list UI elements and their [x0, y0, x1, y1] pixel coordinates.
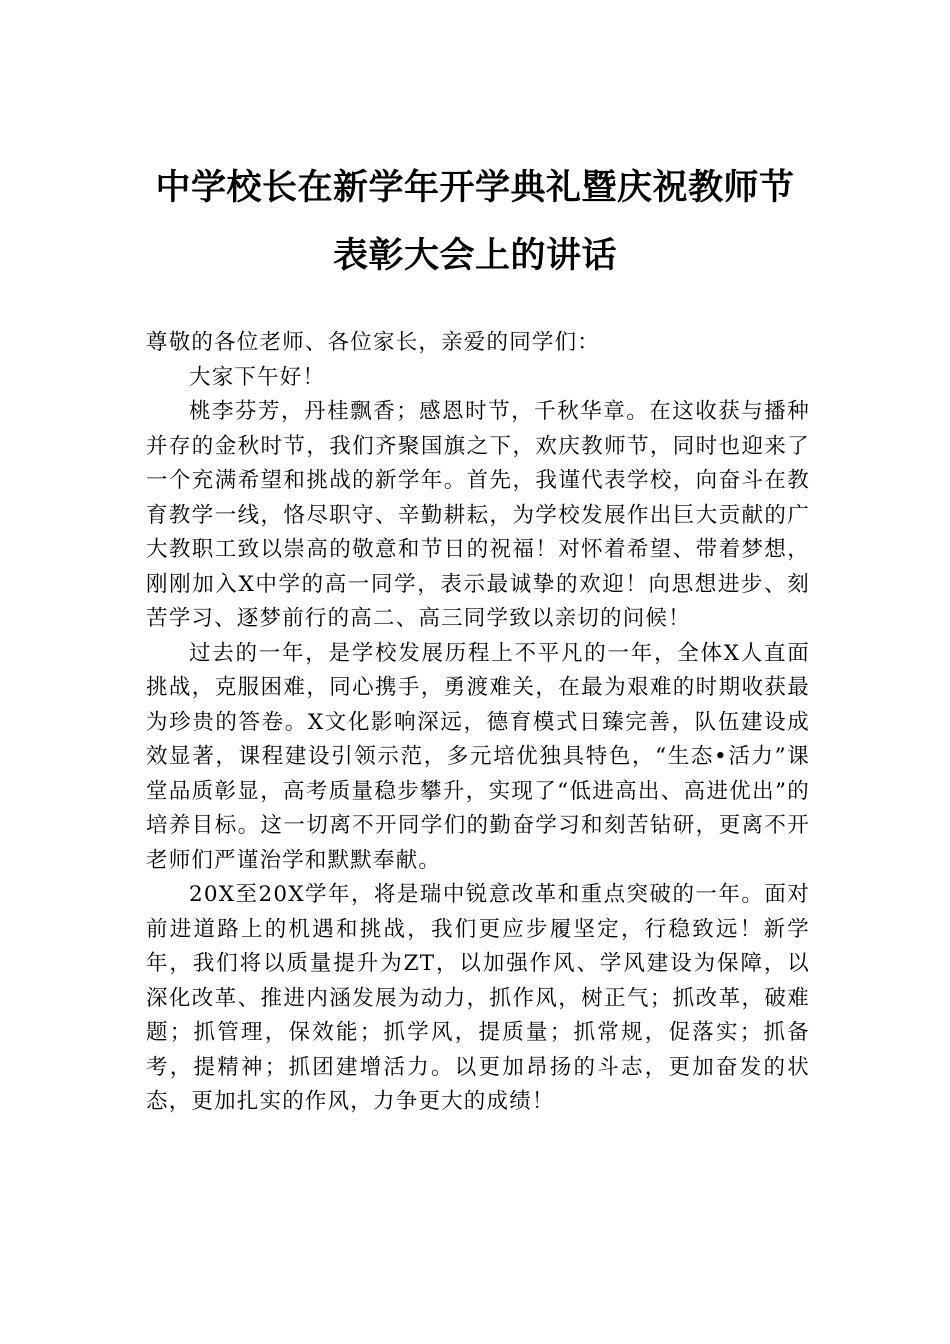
greeting: 大家下午好！	[189, 364, 326, 390]
paragraph-1: 桃李芬芳，丹桂飘香；感恩时节，千秋华章。在这收获与播种并存的金秋时节，我们齐聚国旗之下，欢庆教师节，同时也迎来了一个充满希望和挑战的新学年。首先，我谨代表学校，向奋斗在教育教学一线，恪尽职守、辛勤耕耘，为学校发展作出巨大贡献的广大教职工致以崇高的敬意和节日的祝福！对怀着希望、带着梦想，刚刚加入X中学的高一同学，表示最诚挚的欢迎！向思想进步、刻苦学习、逐梦前行的高二、高三同学致以亲切的问候！	[146, 399, 810, 631]
document-body	[146, 326, 810, 1120]
paragraph-3: 20X至20X学年，将是瑞中锐意改革和重点突破的一年。面对前进道路上的机遇和挑战，我们更应步履坚定，行稳致远！新学年，我们将以质量提升为ZT，以加强作风、学风建设为保障，以深化改革、推进内涵发展为动力，抓作风，树正气；抓改革，破难题；抓管理，保效能；抓学风，提质量；抓常规，促落实；抓备考，提精神；抓团建增活力。以更加昂扬的斗志，更加奋发的状态，更加扎实的作风，力争更大的成绩！	[146, 882, 810, 1114]
document-title-line-1: 中学校长在新学年开学典礼暨庆祝教师节	[155, 168, 795, 208]
document-title-line-2: 表彰大会上的讲话	[332, 236, 617, 276]
salutation: 尊敬的各位老师、各位家长，亲爱的同学们：	[146, 330, 601, 355]
paragraph-2: 过去的一年，是学校发展历程上不平凡的一年，全体X人直面挑战，克服困难，同心携手，勇渡难关，在最为艰难的时期收获最为珍贵的答卷。X文化影响深远，德育模式日臻完善，队伍建设成效显著，课程建设引领示范，多元培优独具特色，“生态•活力”课堂品质彰显，高考质量稳步攀升，实现了“低进高出、高进优出”的培养目标。这一切离不开同学们的勤奋学习和刻苦钻研，更离不开老师们严谨治学和默默奉献。	[146, 640, 810, 873]
